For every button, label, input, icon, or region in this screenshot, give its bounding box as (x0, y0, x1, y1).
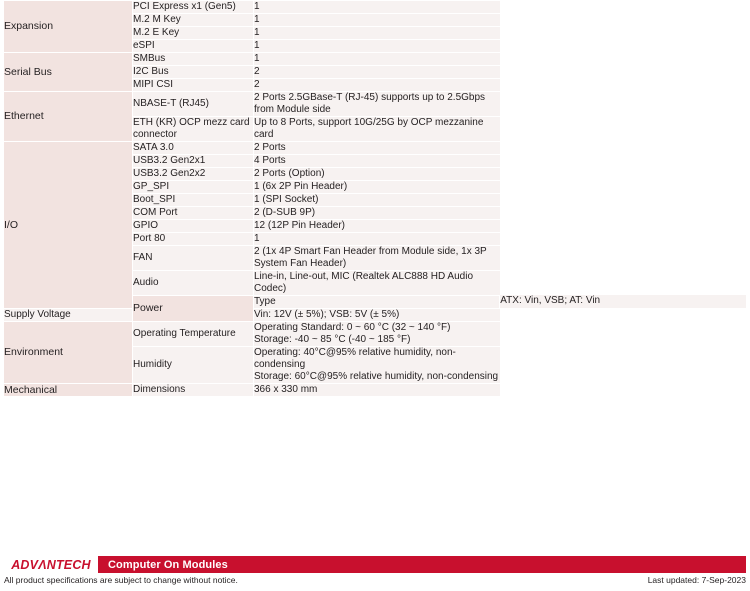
table-row (4, 1, 746, 14)
spec-item-cell: GPIO (133, 219, 254, 232)
spec-item-cell: USB3.2 Gen2x1 (133, 154, 254, 167)
footer-disclaimer: All product specifications are subject to change without notice. (4, 575, 238, 585)
spec-item-cell: M.2 M Key (133, 13, 254, 26)
spec-item-cell: M.2 E Key (133, 26, 254, 39)
spec-item-cell: Type (254, 295, 500, 308)
table-row (4, 52, 746, 65)
footer-bar (4, 556, 746, 573)
spec-item-cell: Audio (133, 270, 254, 295)
spec-table-body (4, 1, 746, 397)
table-row (4, 321, 746, 346)
spec-value-cell: 1 (254, 13, 500, 26)
spec-value-line: Storage: -40 ~ 85 °C (-40 ~ 185 °F) (254, 333, 411, 345)
spec-value-cell: ATX: Vin, VSB; AT: Vin (500, 295, 746, 308)
spec-item-cell: Port 80 (133, 232, 254, 245)
spec-category-cell: Mechanical (4, 383, 133, 396)
spec-value-cell: 2 (254, 65, 500, 78)
table-row (4, 308, 746, 321)
spec-item-cell: USB3.2 Gen2x2 (133, 167, 254, 180)
footer-last-updated: Last updated: 7-Sep-2023 (647, 575, 746, 585)
spec-value-cell: Line-in, Line-out, MIC (Realtek ALC888 HD Audio Codec) (254, 270, 500, 295)
spec-value-cell: Up to 8 Ports, support 10G/25G by OCP mezzanine card (254, 116, 500, 141)
spec-value-cell: 366 x 330 mm (254, 383, 500, 396)
spec-value-cell: Vin: 12V (± 5%); VSB: 5V (± 5%) (254, 308, 500, 321)
spec-value-cell: 4 Ports (254, 154, 500, 167)
spec-value-cell: 2 (1x 4P Smart Fan Header from Module side, 1x 3P System Fan Header) (254, 245, 500, 270)
spec-item-cell: SMBus (133, 52, 254, 65)
table-row (4, 383, 746, 396)
spec-value-cell: 1 (254, 232, 500, 245)
spec-value-cell: 12 (12P Pin Header) (254, 219, 500, 232)
spec-item-cell: Supply Voltage (4, 308, 133, 321)
spec-category-cell: Power (133, 295, 254, 321)
spec-value-cell: 1 (254, 52, 500, 65)
spec-item-cell: MIPI CSI (133, 78, 254, 91)
spec-value-line: Storage: 60°C@95% relative humidity, non-condensing (254, 370, 499, 382)
spec-item-cell: NBASE-T (RJ45) (133, 91, 254, 116)
spec-item-cell: I2C Bus (133, 65, 254, 78)
spec-item-cell: Boot_SPI (133, 193, 254, 206)
spec-item-cell: FAN (133, 245, 254, 270)
spec-item-cell: SATA 3.0 (133, 141, 254, 154)
spec-category-cell: Serial Bus (4, 52, 133, 91)
spec-category-cell: Environment (4, 321, 133, 383)
spec-item-cell: Operating Temperature (133, 321, 254, 346)
specifications-table (4, 0, 746, 397)
spec-item-cell: COM Port (133, 206, 254, 219)
spec-value-line: Operating Standard: 0 ~ 60 °C (32 ~ 140 °F) (254, 321, 451, 333)
spec-item-cell: Humidity (133, 346, 254, 383)
footer-title: Computer On Modules (98, 556, 746, 573)
spec-item-cell: Dimensions (133, 383, 254, 396)
spec-value-cell: 1 (254, 1, 500, 14)
table-row (4, 91, 746, 116)
advantech-logo-text: ADVΛNTECH (11, 557, 91, 572)
spec-item-cell: ETH (KR) OCP mezz card connector (133, 116, 254, 141)
spec-value-cell: 2 Ports 2.5GBase-T (RJ-45) supports up to 2.5Gbps from Module side (254, 91, 500, 116)
footer-note (4, 575, 746, 591)
spec-value-cell: 2 (254, 78, 500, 91)
spec-value-cell (254, 321, 500, 346)
spec-value-cell: 1 (254, 39, 500, 52)
spec-value-line: Operating: 40°C@95% relative humidity, non-condensing (254, 346, 456, 370)
spec-item-cell: PCI Express x1 (Gen5) (133, 1, 254, 14)
spec-item-cell: GP_SPI (133, 180, 254, 193)
spec-value-cell: 2 (D-SUB 9P) (254, 206, 500, 219)
spec-category-cell: I/O (4, 141, 133, 308)
spec-value-cell: 2 Ports (Option) (254, 167, 500, 180)
spec-value-cell (254, 346, 500, 383)
spec-value-cell: 2 Ports (254, 141, 500, 154)
spec-category-cell: Ethernet (4, 91, 133, 141)
spec-value-cell: 1 (SPI Socket) (254, 193, 500, 206)
page-footer (0, 556, 750, 591)
spec-item-cell: eSPI (133, 39, 254, 52)
spec-value-cell: 1 (6x 2P Pin Header) (254, 180, 500, 193)
advantech-logo (4, 556, 98, 573)
spec-value-cell: 1 (254, 26, 500, 39)
table-row (4, 141, 746, 154)
spec-category-cell: Expansion (4, 1, 133, 53)
